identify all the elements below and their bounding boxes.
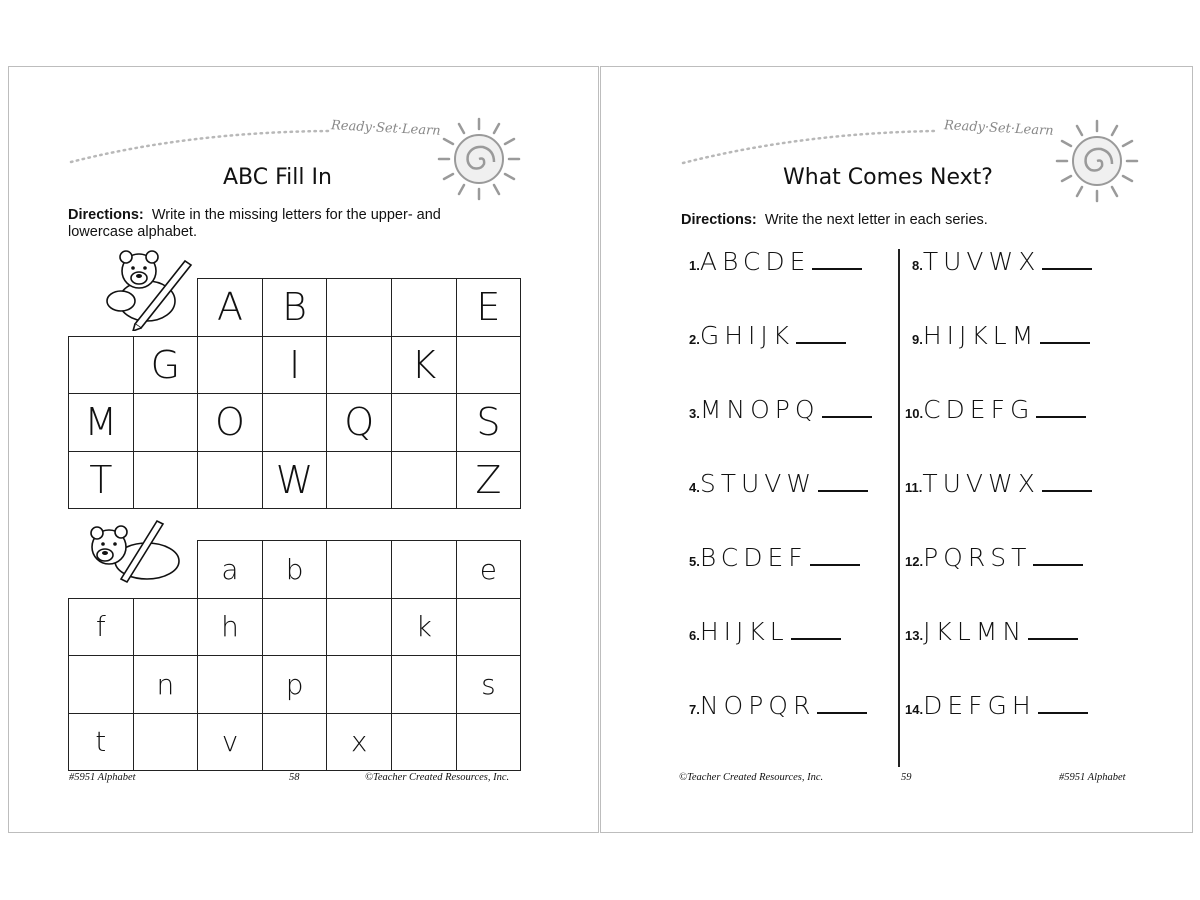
series-number: 8. bbox=[912, 258, 923, 273]
grid-cell bbox=[326, 451, 392, 510]
series-item bbox=[689, 617, 841, 653]
grid-cell: M bbox=[68, 393, 134, 452]
series-item bbox=[912, 321, 1090, 357]
grid-cell bbox=[326, 655, 392, 714]
series-number: 2. bbox=[689, 332, 700, 347]
series-number: 10. bbox=[905, 406, 924, 421]
grid-cell bbox=[456, 336, 522, 395]
footer-right: ©Teacher Created Resources, Inc. bbox=[365, 772, 510, 783]
grid-cell bbox=[391, 713, 457, 772]
grid-cell bbox=[262, 598, 328, 657]
grid-cell bbox=[68, 336, 134, 395]
grid-cell: S bbox=[456, 393, 522, 452]
series-letters: TUVWX bbox=[922, 247, 1041, 276]
series-number: 3. bbox=[689, 406, 700, 421]
grid-cell: t bbox=[68, 713, 134, 772]
series-item bbox=[905, 617, 1078, 653]
series-number: 1. bbox=[689, 258, 700, 273]
grid-cell bbox=[326, 278, 392, 337]
series-item bbox=[689, 247, 862, 283]
header-decoration bbox=[9, 67, 600, 217]
grid-cell: f bbox=[68, 598, 134, 657]
grid-cell bbox=[456, 598, 522, 657]
answer-blank[interactable] bbox=[817, 711, 867, 714]
brand-text: Ready·Set·Learn bbox=[943, 118, 1054, 139]
series-item bbox=[905, 691, 1088, 727]
grid-cell: x bbox=[326, 713, 392, 772]
grid-cell: W bbox=[262, 451, 328, 510]
series-letters: TUVWX bbox=[922, 469, 1040, 498]
series-number: 11. bbox=[905, 480, 923, 495]
grid-cell: T bbox=[68, 451, 134, 510]
grid-cell bbox=[326, 540, 392, 599]
grid-cell: Z bbox=[456, 451, 522, 510]
grid-cell bbox=[262, 393, 328, 452]
series-letters: NOPQR bbox=[699, 691, 816, 720]
answer-blank[interactable] bbox=[812, 267, 862, 270]
series-item bbox=[905, 395, 1086, 431]
grid-cell: b bbox=[262, 540, 328, 599]
grid-cell bbox=[262, 713, 328, 772]
grid-cell: h bbox=[197, 598, 263, 657]
grid-cell: p bbox=[262, 655, 328, 714]
bear-with-pencil-icon bbox=[99, 249, 195, 331]
grid-cell bbox=[391, 451, 457, 510]
directions bbox=[681, 212, 1161, 229]
grid-cell: K bbox=[391, 336, 457, 395]
series-number: 7. bbox=[689, 702, 700, 717]
series-item bbox=[905, 543, 1083, 579]
sun-icon bbox=[1057, 121, 1137, 201]
grid-cell: G bbox=[133, 336, 199, 395]
page-number: 59 bbox=[901, 772, 912, 783]
series-letters: PQRST bbox=[923, 543, 1032, 572]
series-number: 12. bbox=[905, 554, 924, 569]
grid-cell bbox=[391, 655, 457, 714]
brand-text: Ready·Set·Learn bbox=[330, 118, 441, 139]
grid-cell bbox=[197, 451, 263, 510]
grid-cell bbox=[326, 598, 392, 657]
sun-icon bbox=[439, 119, 519, 199]
series-number: 4. bbox=[689, 480, 700, 495]
page-number: 58 bbox=[289, 772, 300, 783]
grid-cell bbox=[391, 540, 457, 599]
grid-cell bbox=[133, 393, 199, 452]
grid-cell: k bbox=[391, 598, 457, 657]
grid-cell: I bbox=[262, 336, 328, 395]
grid-cell: a bbox=[197, 540, 263, 599]
grid-cell: E bbox=[456, 278, 522, 337]
answer-blank[interactable] bbox=[1042, 267, 1092, 270]
column-divider bbox=[898, 249, 900, 767]
series-number: 14. bbox=[905, 702, 924, 717]
answer-blank[interactable] bbox=[1038, 711, 1088, 714]
series-item bbox=[689, 691, 867, 727]
directions bbox=[68, 207, 498, 241]
series-letters: MNOPQ bbox=[699, 395, 820, 424]
grid-cell: s bbox=[456, 655, 522, 714]
answer-blank[interactable] bbox=[1033, 563, 1083, 566]
series-letters: STUVW bbox=[699, 469, 817, 498]
grid-cell: e bbox=[456, 540, 522, 599]
series-number: 6. bbox=[689, 628, 700, 643]
series-letters: JKLMN bbox=[923, 617, 1027, 646]
bear-with-pencil-icon bbox=[77, 515, 189, 587]
series-letters: GHIJK bbox=[699, 321, 795, 350]
grid-cell bbox=[197, 655, 263, 714]
footer-left: #5951 Alphabet bbox=[69, 772, 136, 783]
series-letters: CDEFG bbox=[923, 395, 1035, 424]
answer-blank[interactable] bbox=[1040, 341, 1090, 344]
answer-blank[interactable] bbox=[796, 341, 846, 344]
series-item bbox=[912, 247, 1092, 283]
series-letters: ABCDE bbox=[699, 247, 811, 276]
grid-cell bbox=[456, 713, 522, 772]
grid-cell: Q bbox=[326, 393, 392, 452]
directions-label: Directions: bbox=[681, 212, 757, 228]
footer-left: ©Teacher Created Resources, Inc. bbox=[679, 772, 824, 783]
answer-blank[interactable] bbox=[1028, 637, 1078, 640]
grid-cell bbox=[391, 393, 457, 452]
grid-cell: v bbox=[197, 713, 263, 772]
answer-blank[interactable] bbox=[1042, 489, 1092, 492]
series-letters: DEFGH bbox=[923, 691, 1036, 720]
series-number: 13. bbox=[905, 628, 924, 643]
grid-cell bbox=[326, 336, 392, 395]
directions-text: Write in the missing letters for the upper- and lowercase alphabet. bbox=[68, 207, 441, 240]
grid-cell: O bbox=[197, 393, 263, 452]
grid-cell: A bbox=[197, 278, 263, 337]
series-item bbox=[689, 321, 846, 357]
series-item bbox=[689, 395, 872, 431]
grid-cell bbox=[391, 278, 457, 337]
grid-cell: n bbox=[133, 655, 199, 714]
answer-blank[interactable] bbox=[822, 415, 872, 418]
answer-blank[interactable] bbox=[791, 637, 841, 640]
header-decoration bbox=[601, 67, 1194, 217]
series-letters: HIJKLM bbox=[922, 321, 1039, 350]
answer-blank[interactable] bbox=[810, 563, 860, 566]
grid-cell bbox=[133, 451, 199, 510]
page-title: ABC Fill In bbox=[223, 165, 332, 190]
grid-cell bbox=[133, 713, 199, 772]
grid-cell bbox=[197, 336, 263, 395]
left-page bbox=[8, 66, 599, 833]
directions-text: Write the next letter in each series. bbox=[764, 212, 988, 228]
grid-cell bbox=[68, 655, 134, 714]
series-number: 9. bbox=[912, 332, 923, 347]
answer-blank[interactable] bbox=[818, 489, 868, 492]
series-item bbox=[905, 469, 1092, 505]
grid-cell bbox=[133, 598, 199, 657]
series-number: 5. bbox=[689, 554, 700, 569]
series-letters: BCDEF bbox=[699, 543, 808, 572]
series-item bbox=[689, 543, 860, 579]
page-title: What Comes Next? bbox=[783, 165, 993, 190]
directions-label: Directions: bbox=[68, 207, 144, 223]
grid-cell: B bbox=[262, 278, 328, 337]
right-page bbox=[600, 66, 1193, 833]
footer-right: #5951 Alphabet bbox=[1059, 772, 1126, 783]
series-item bbox=[689, 469, 868, 505]
series-letters: HIJKL bbox=[699, 617, 789, 646]
answer-blank[interactable] bbox=[1036, 415, 1086, 418]
